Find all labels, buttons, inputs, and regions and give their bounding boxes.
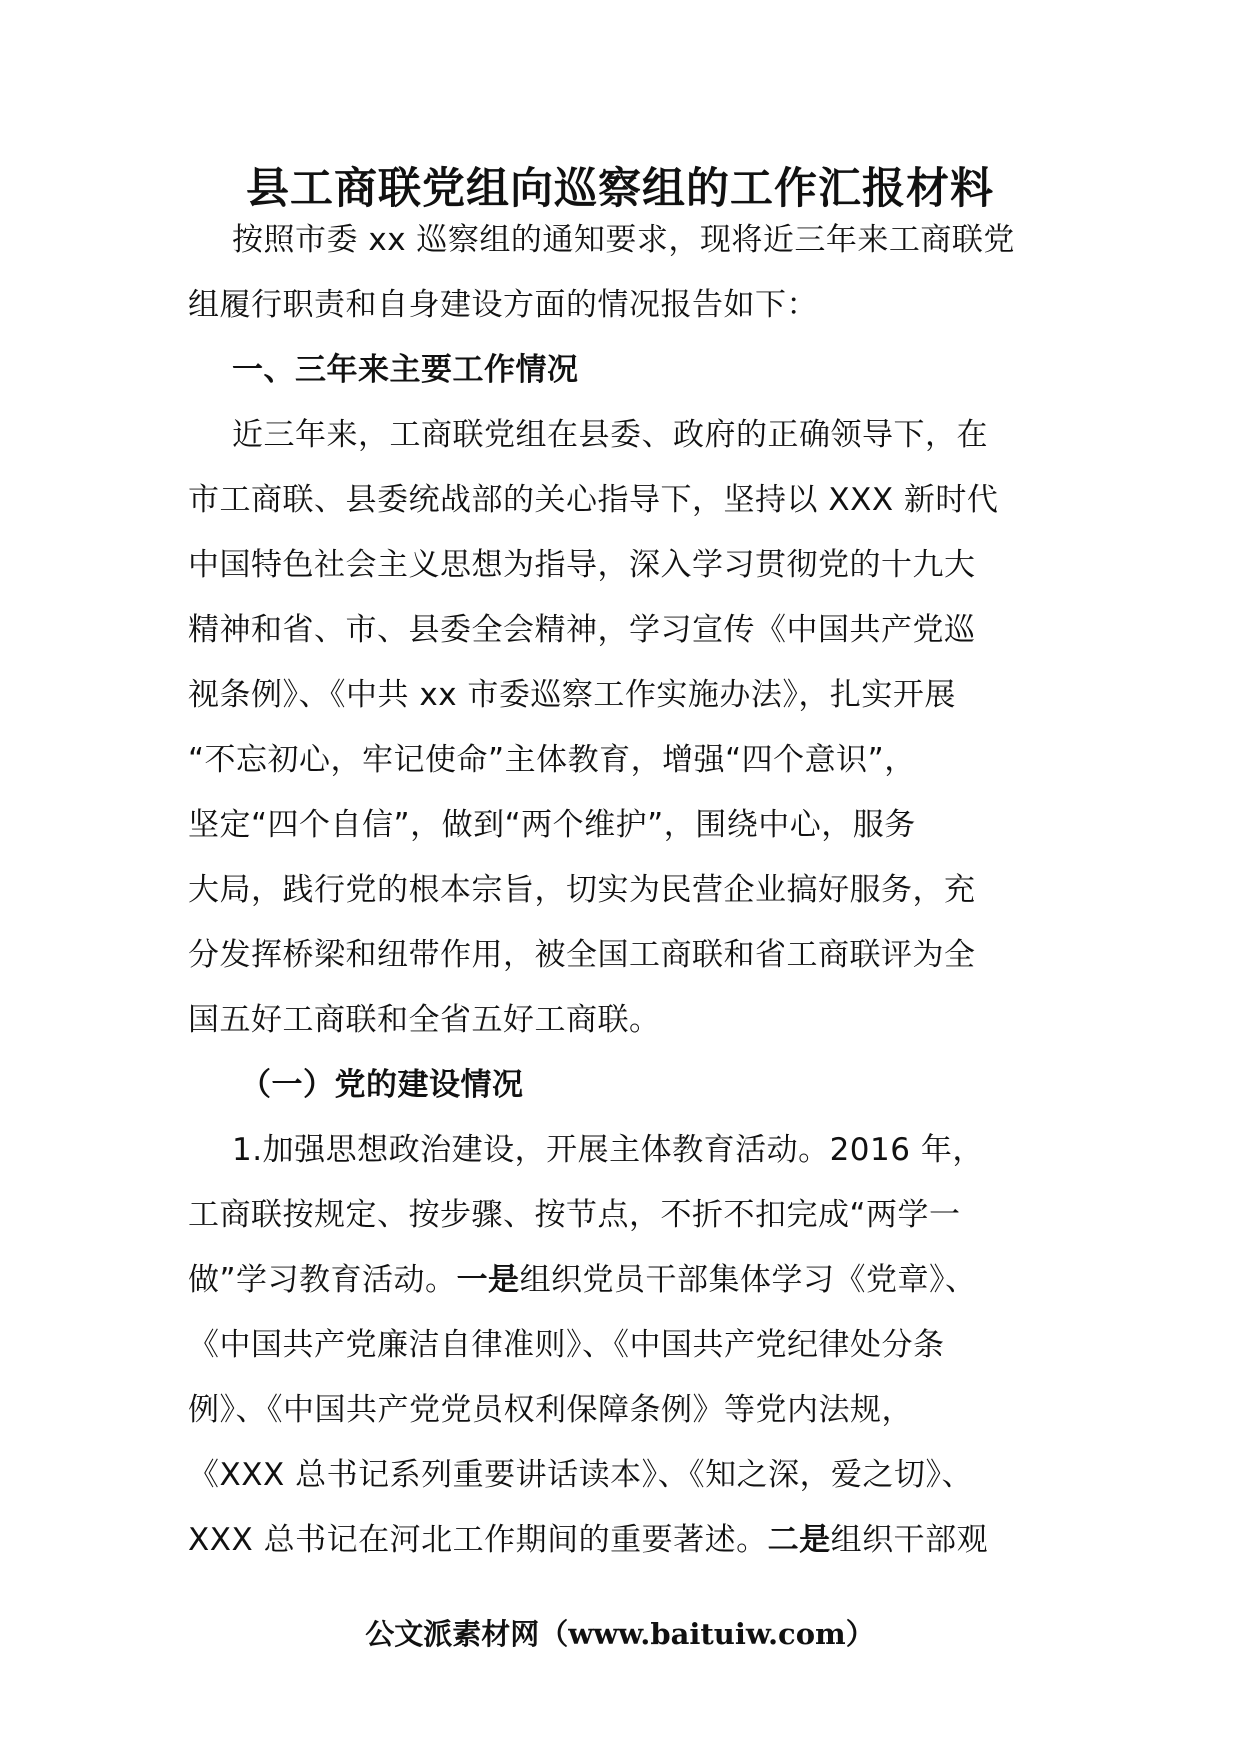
paragraph-line: 大局，践行党的根本宗旨，切实为民营企业搞好服务，充 — [188, 872, 976, 908]
line-segment: XXX 总书记在河北工作期间的重要著述。 — [188, 1522, 768, 1558]
paragraph-line: 例》、《中国共产党党员权利保障条例》等党内法规， — [188, 1392, 913, 1428]
line-segment: 组织干部观 — [830, 1522, 989, 1558]
paragraph-line: 《中国共产党廉洁自律准则》、《中国共产党纪律处分条 — [188, 1327, 945, 1363]
paragraph-line: 视条例》、《中共 xx 市委巡察工作实施办法》，扎实开展 — [188, 677, 956, 713]
emphasis-second: 二是 — [767, 1522, 831, 1558]
paragraph-line — [188, 1248, 1060, 1313]
section-heading: 一、三年来主要工作情况 — [232, 352, 579, 388]
paragraph-line: 近三年来，工商联党组在县委、政府的正确领导下，在 — [232, 417, 988, 453]
paragraph-line: 坚定“四个自信”，做到“两个维护”，围绕中心，服务 — [188, 807, 916, 843]
paragraph-line: 国五好工商联和全省五好工商联。 — [188, 1002, 661, 1038]
paragraph-line: “不忘初心，牢记使命”主体教育，增强“四个意识”， — [188, 742, 916, 778]
paragraph-line: 工商联按规定、按步骤、按节点，不折不扣完成“两学一 — [188, 1197, 961, 1233]
paragraph-line: 中国特色社会主义思想为指导，深入学习贯彻党的十九大 — [188, 547, 976, 583]
paragraph-line: 1.加强思想政治建设，开展主体教育活动。2016 年， — [232, 1132, 984, 1168]
document-body — [188, 208, 1060, 1573]
emphasis-first: 一是 — [456, 1262, 520, 1298]
paragraph-line: 分发挥桥梁和纽带作用，被全国工商联和省工商联评为全 — [188, 937, 976, 973]
footer-watermark: 公文派素材网（www.baituiw.com） — [365, 1617, 875, 1651]
paragraph-line — [188, 1508, 1060, 1573]
paragraph-line: 《XXX 总书记系列重要讲话读本》、《知之深，爱之切》、 — [188, 1457, 974, 1493]
paragraph-line: 按照市委 xx 巡察组的通知要求，现将近三年来工商联党 — [232, 222, 1015, 258]
line-segment: 组织党员干部集体学习《党章》、 — [519, 1262, 977, 1298]
paragraph-line: 精神和省、市、县委全会精神，学习宣传《中国共产党巡 — [188, 612, 976, 648]
document-title: 县工商联党组向巡察组的工作汇报材料 — [246, 164, 994, 214]
paragraph-line: 组履行职责和自身建设方面的情况报告如下： — [188, 287, 818, 323]
subsection-heading: （一）党的建设情况 — [240, 1067, 524, 1103]
paragraph-line: 市工商联、县委统战部的关心指导下，坚持以 XXX 新时代 — [188, 482, 999, 518]
line-segment: 做”学习教育活动。 — [188, 1262, 457, 1298]
